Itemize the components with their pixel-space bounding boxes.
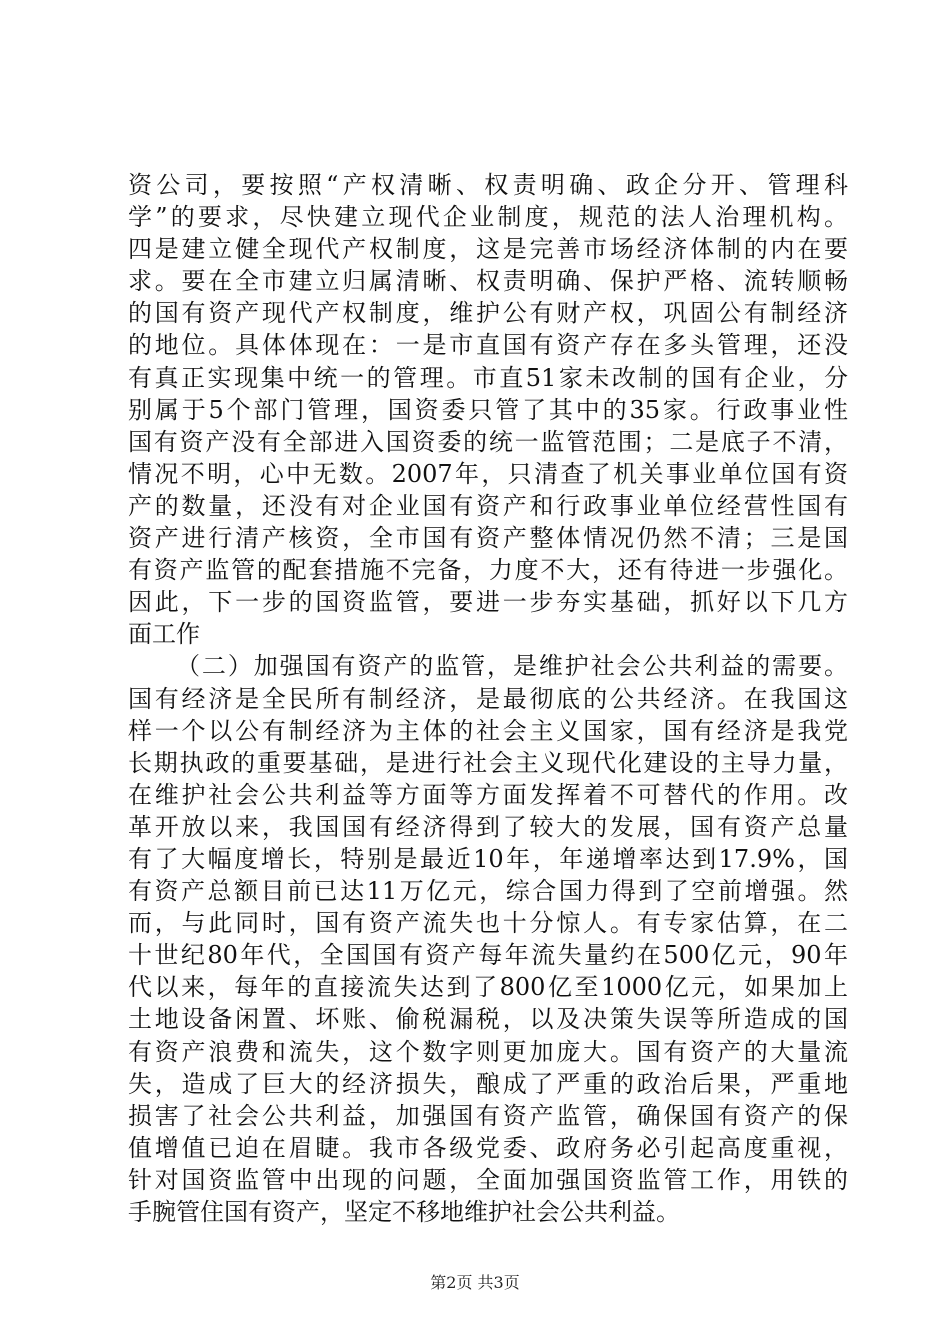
text-line: 国有资产没有全部进入国资委的统一监管范围；二是底子不清， — [128, 427, 848, 456]
text-line: 面工作 — [128, 620, 200, 649]
text-line: 十世纪80年代，全国国有资产每年流失量约在500亿元，90年 — [128, 941, 848, 970]
text-line: 资产进行清产核资，全市国有资产整体情况仍然不清；三是国 — [128, 524, 848, 553]
text-line: 的国有资产现代产权制度，维护公有财产权，巩固公有制经济 — [128, 299, 848, 328]
text-line: 情况不明，心中无数。2007年，只清查了机关事业单位国有资 — [128, 459, 848, 488]
text-line: 失，造成了巨大的经济损失，酿成了严重的政治后果，严重地 — [128, 1069, 848, 1098]
text-line: 求。要在全市建立归属清晰、权责明确、保护严格、流转顺畅 — [128, 267, 848, 296]
text-line: 有了大幅度增长，特别是最近10年，年递增率达到17.9%，国 — [128, 844, 848, 873]
body-text — [128, 169, 848, 1228]
text-line: 四是建立健全现代产权制度，这是完善市场经济体制的内在要 — [128, 235, 848, 264]
text-line: 国有经济是全民所有制经济，是最彻底的公共经济。在我国这 — [128, 684, 848, 713]
text-line: 有资产总额目前已达11万亿元，综合国力得到了空前增强。然 — [128, 877, 848, 906]
text-line: 损害了社会公共利益，加强国有资产监管，确保国有资产的保 — [128, 1101, 848, 1130]
text-line: 因此，下一步的国资监管，要进一步夯实基础，抓好以下几方 — [128, 588, 848, 617]
text-line: 产的数量，还没有对企业国有资产和行政事业单位经营性国有 — [128, 491, 848, 520]
text-line: 土地设备闲置、坏账、偷税漏税，以及决策失误等所造成的国 — [128, 1005, 848, 1034]
text-line: 长期执政的重要基础，是进行社会主义现代化建设的主导力量， — [128, 748, 848, 777]
text-line: 而，与此同时，国有资产流失也十分惊人。有专家估算，在二 — [128, 909, 848, 938]
text-line: 有真正实现集中统一的管理。市直51家未改制的国有企业，分 — [128, 363, 848, 392]
text-line: 针对国资监管中出现的问题，全面加强国资监管工作，用铁的 — [128, 1165, 848, 1194]
text-line: 有资产浪费和流失，这个数字则更加庞大。国有资产的大量流 — [128, 1037, 848, 1066]
section-heading-line: （二）加强国有资产的监管，是维护社会公共利益的需要。 — [176, 652, 848, 681]
text-line: 样一个以公有制经济为主体的社会主义国家，国有经济是我党 — [128, 716, 848, 745]
text-line: 资公司，要按照“产权清晰、权责明确、政企分开、管理科 — [128, 171, 848, 199]
text-line: 在维护社会公共利益等方面等方面发挥着不可替代的作用。改 — [128, 780, 848, 809]
text-line: 代以来，每年的直接流失达到了800亿至1000亿元，如果加上 — [128, 973, 848, 1002]
text-line: 别属于5个部门管理，国资委只管了其中的35家。行政事业性 — [128, 395, 848, 424]
text-line: 值增值已迫在眉睫。我市各级党委、政府务必引起高度重视， — [128, 1133, 848, 1162]
text-line: 学”的要求，尽快建立现代企业制度，规范的法人治理机构。 — [128, 203, 848, 232]
text-line: 的地位。具体体现在：一是市直国有资产存在多头管理，还没 — [128, 331, 848, 360]
text-line: 革开放以来，我国国有经济得到了较大的发展，国有资产总量 — [128, 812, 848, 841]
page-number-footer: 第2页 共3页 — [430, 1273, 520, 1292]
text-line: 有资产监管的配套措施不完备，力度不大，还有待进一步强化。 — [128, 556, 848, 585]
text-line: 手腕管住国有资产，坚定不移地维护社会公共利益。 — [128, 1198, 680, 1226]
